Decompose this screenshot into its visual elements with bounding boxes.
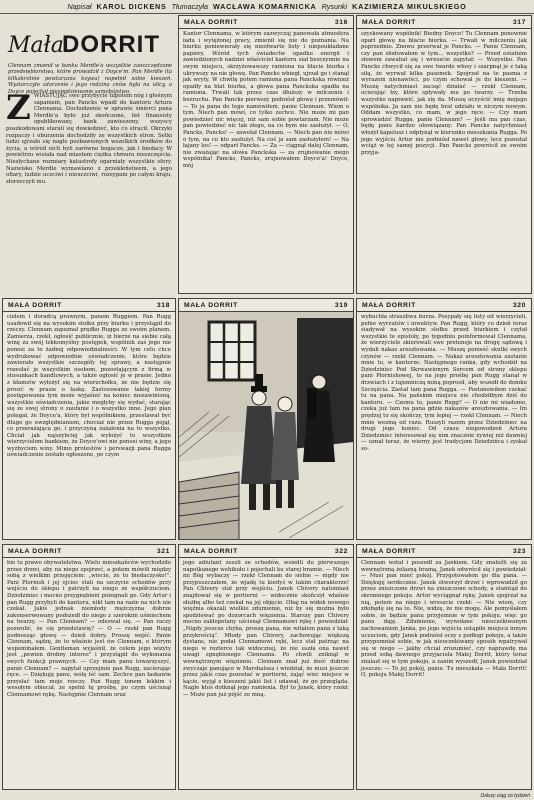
panel-header	[357, 299, 531, 312]
panel-text: szyskowany wspólnik! Biedny Doyce! Tu Clennam ponownie oparł głowę na blacie biurka. — Trwali w milczeniu jak poprzednio. Znowu przerwał je Pancks. — Panie Clennam, czy pan słodowałem w tym... wszystko? — Przed ostatnim słowem zawahał się i wreszcie zapytał: — Wszystko. Pan Pancks chwycił się za swe twarde włosy i szarpnął je z taką siłą, że wyrwał kilka pasemek. Spojrzał na te pasma z wyrazem nienawiści, po czym schował je do kieszeni. — Muszę natychmiast zacząć działać — rzekł Clennam, ocierając łzy, które spływały mu po twarzy. — Trzeba wszystko naprawić, jak się da. Muszę oczyścić imię mojego wspólnika. Ja sam nie będę brał udziału w niczym nowym. Oddam wszystko, co mam, w jego ręce. — Czy mam sprowadzić Rugga, panie Clennam? — Jeśli ma pan czas, będę panu bardzo obowiązany. Pan Pancks natychmiast włożył kapelusz i odpłynął w kierunku mieszkania Rugga. Po jego wyjściu Artur nie podniósł nawet głowy, lecz pozostał wciąż w tej samej pozycji. Pan Pancks powrócił ze swoim przyja-	[361, 31, 527, 156]
drop-cap: Z	[6, 88, 31, 128]
panel-text: wybuchła straszliwa burza. Posypały się listy od wierzycieli, pełne wyrzutów i inwektyw. Pan Rugg, który co dzień teraz siadywał na wysokim stołku przed biurkiem i czytał wszystkie te epistoły, po tygodniu poinformował Clennama, że wierzyciele skierowali swe pretensje na drogę sądową i wydali nakaz aresztowania. — Muszę ponieść skutki swych czynów — rzekł Clennam. — Nakaz aresztowania zastanie mnie tu, w kantorze. Następnego ranka, gdy wchodził na Dziedziniec Pod Skrwawionym Sercem od strony sklepu pani Plornishowej, to na jego prośbę pan Rugg stanął w drzwiach i z tajemniczą miną poprosił, aby wszedł do domku Szczęścia. Zastał tam pana Rugga. — Postanowiłem czekać tu na pana. Na pańskim miejscu nie chodziłbym dziś do kantoru. — Czemu to, panie Rugg? — O nie mi wiadomo, czeka już tam na pana gdzie nakazów aresztowania. — Im prędzej to się skończy, tym lepiej — rzekł Clennam. — Niech mnie wezmą od razu. Ruszyli razem przez Dziedziniec na drugi jego koniec. Od czasu niepowodzeń Artura Dziedziniec interesował się nim znacznie żywiej niż dawniej — uznał teraz, że wierny jest tradycjom Dziedzińca i zyskał so-	[361, 314, 527, 452]
panel-title: MAŁA DORRIT	[184, 301, 238, 309]
translator-name: WACŁAWA KOMARNICKA	[212, 2, 317, 11]
panel-title: MAŁA DORRIT	[8, 301, 62, 309]
panel-header	[357, 16, 531, 29]
author-name: KAROL DICKENS	[96, 2, 167, 11]
panel-title: MAŁA DORRIT	[8, 547, 62, 555]
panel-text: jego adiutant zeszli ze schodów, wsiedli do pierwszego napotkanego wehikułu i pojechali ku starej bramie. — Niech mi Bóg wybaczy — rzekł Clennam do siebie — nigdy nie przypuszczałem, że wjadę tu kiedyś w takim charakterze! Pan Chivery stał przy wejściu. Janek Chivery natomiast znajdował się w portierni — widocznie skończył właśnie służbę albo też czekał na jej objęcie. Obaj na widok nowego więźnia okazali wielkie zdumienie, niż by się można było spodziewać po dozorcach więzienia. Starszy pan Chivery mocno zakłopotany uścisnął Clennamowi rękę i powiedział: „Nigdy jeszcze chyba, proszę pana, nie witałem pana z taką przykrością". Młody pan Chivery, zachowując większą dystans, nie podał Clennamowi ręki, lecz stał patrząc na niego w rozterce tak widocznej, że nie uszła ona nawet uwagi zgnębionego Clennama. Po chwili zniknął w wewnętrznym więzieniu. Clennam znał już dość dobrze zwyczaje panujące w Marshalsea i wiedział, że musi jeszcze przez jakiś czas pozostać w portierni, zająć wiec miejsce w kącie, wyjął z kieszeni jakiś list i udawał, że go przegląda. Nagle ktoś dotknął jego ramienia. Był to Janek, który rzekł: — Może pan już pójść ze mną.	[183, 560, 349, 698]
panel-title: MAŁA DORRIT	[184, 547, 238, 555]
panel-header	[179, 299, 353, 312]
illustration-label: Rysunki	[321, 2, 348, 11]
panel-number: 323	[512, 547, 526, 555]
continuation-note: Dalszy ciąg za tydzień	[480, 793, 530, 799]
prison-scene-illustration	[179, 312, 353, 540]
installment-323	[356, 544, 532, 790]
installment-319-illustration	[178, 298, 354, 540]
panel-header	[3, 545, 175, 558]
title-part-1: Mała	[8, 33, 64, 58]
installment-320	[356, 298, 532, 540]
title-part-2: DORRIT	[62, 31, 160, 58]
panel-title: MAŁA DORRIT	[362, 547, 416, 555]
panel-number: 316	[334, 18, 348, 26]
panel-number: 317	[512, 18, 526, 26]
panel-number: 320	[512, 301, 526, 309]
panel-text: Clennam wstał i poszedł za Jankiem. Gdy znaleźli się za wewnętrzną żelazną bramą, Janek odwrócił się i powiedział: — Musi pan mieć pokój. Przygotowałem go dla pana. — Dziękuję serdecznie. Janek otworzył drzwi i wprowadził go przez zniszczone drzwi na zniszczone schody, a stamtąd do skromnego pokoju. Artur wyciągnął rękę. Janek spojrzał na nią, potem na niego i wreszcie rzekł: — Nie wiem, czy zdobędę się na to. Nie, widzę, że nie mogę. Ale pomyślałem sobie, że będzie panu przyjemnie w tym pokoju, więc go panu daję. Zdumienie, wywołane nieoczekiwanym zachowaniem Janka, po jego wyjściu ustąpiło miejsca innym uczuciom, gdy Janek podniósł oczy z podłogi pokoju, a także przypomniał sobie, w jak nieoczekiwany sposób wpatrywał się w niego — jakby chciał zrozumieć, czy naprawdę ma przed sobą dawnego przyjaciela Małej Dorrit, który teraz znalazł się w tym pokoju, a zanim wyszedł, Janek powiedział jeszcze: — To jej pokój, panie. Tu mieszkała — Mała Dorrit! O, pokoju Małej Dorrit!	[361, 560, 527, 679]
panel-header	[179, 545, 353, 558]
installment-321	[2, 544, 176, 790]
panel-header	[179, 16, 353, 29]
panel-header	[3, 299, 175, 312]
page-header	[0, 0, 534, 14]
panel-number: 322	[334, 547, 348, 555]
panel-title: MAŁA DORRIT	[362, 18, 416, 26]
panel-number: 319	[334, 301, 348, 309]
panel-number: 321	[156, 547, 170, 555]
opening-panel	[2, 15, 176, 294]
panel-header	[357, 545, 531, 558]
opening-text: Z WIASTUJĄC swe przybycie tupotem nóg i głośnym sapaniem, pan Pancks wpadł do kantoru Artura Clennama. Dochodzenie w sprawie śmierci pana Merdle'a było już skończone, list finansisty opublikowany, bank zawieszony, wszyscy poszkodowani starali się dowiedzieć, kto co stracił. Okrzyki rozpaczy i oburzenia dochodziły ze wszystkich stron. Setki ludzi ujrzało się nagle pozbawionych wszelkich środków do życia, a wśród nich byli zarówno bogacze, jak i biedacy. W powietrzu wisiała nad miastem ciężka chmura nieszczęścia. Niesłychane rozmiary katastrofy ogarniały wszystkie sfery. Nazwisko Merdle wymawiano z przekleństwem, a jego ofiary, ludzie uczciwi i nieuczciwi, rozsypani po całym kraju, złorzeczyli mu.	[6, 88, 172, 185]
illustrator-name: KAZIMIERZA MIKULSKIEGO	[352, 2, 467, 11]
panel-title: MAŁA DORRIT	[184, 18, 238, 26]
panel-title: MAŁA DORRIT	[362, 301, 416, 309]
installment-317	[356, 15, 532, 294]
panel-number: 318	[156, 301, 170, 309]
translation-label: Tłumaczyła	[171, 2, 208, 11]
installment-318	[2, 298, 176, 540]
installment-316	[178, 15, 354, 294]
intro-summary: Clennam zmienił w banku Merdle'a wszystkie zaoszczędzone przedsiębiorstwa, które prowadził z Doyce'm. Pan Merdle (ta kilkakrotnie powtarzana ksywa) napełnił sobie kieszeń. Wystarczyło zdarzenie i jego rodzina znów była na ulicy, a Doyce pojechał niespodziewanie samobójstwo.	[8, 63, 172, 95]
author-label: Napisał	[67, 2, 92, 11]
panel-text: Kantor Clennama, w którym zazwyczaj panowała atmosfera ładu i wytężonej pracy, zmienił się nie do poznania. Na biurku poniewierały się nieotwarte listy i niepoukładane papiery. Wśród tych świadectw upadku energii i zawiedzionych nadziei właściciel kantoru siał bezczynnie na swym miejscu, skrzyżowawszy ramiona na blacie biurka i ukrywszy na nie głowę. Pan Pancks wbiegł, ujrzał go i stanął jak wryty. W chwilę potem ramiona pana Panckska również opadły na blat biurka, a głowa pana Panckska spadła na ramiona. Trwali tak przez czas dłuższy w milczeniu i bezruchu. Pan Pancks pierwszy podniósł głowę i przemówił: — To ja pana do tego namówiłem, panie Clennam. Wiem o tym. Niech pan mówi, co tylko zechce. Nie może mi pan powiedzieć nic więcej, niż sam sobie powtarzam. Nie może pan powiedzieć nic tak złego, na co bym nie zasłużył. — O, Pancks, Pancks! — zawołał Clennam. — Niech pan nie mówi o tym, na co kto zasłużył. Na coś ja sam zasłużyłem! — Na łajany los! — odparł Pancks. — Za — ciągnął dalej Clennam, nie zważając na słowa Panckska — za zrujnowanie mego wspólnika! Pancks, Pancks, zrujnowałem Doyce'a! Doyce, mój	[183, 31, 349, 169]
installment-322	[178, 544, 354, 790]
panel-text: cielem i doradcą prawnym, panem Ruggiem. Pan Rugg usadowił się na wysokim stołku przy biurku i przystąpił do rzeczy. Clennam zapoznał prędko Rugga ze swoim planem. Zamierza, rzekł, ogłosić publicznie, iż bierze na siebie całą winę za swój lekkomyślny postępek, wspólnik zaś jego nie ponosi za to żadnej odpowiedzialności. W tym celu chce wydrukować odpowiednie oświadczenie, które będzie zawierało wszystkie szczegóły tej sprawy, a następnie rozesłać je wszystkim osobom, pozostającym z firmą w stosunkach handlowych, a także ogłosić je w prasie. Jedno z kłamstw wyłożył się na wierzchołku, że nie będzie się prosić w prasie o łaskę. Zastosowanie takiej formy postępowania tym może wyjaśnić na koniec niezawinioną, wszystkie oświadczenia, jakie mogłyby się wydać, starając się ze swej strony o zaufanie i o wszystko inne. Jego plan polegał, że Doyce'a, który był wspólnikiem, przestawał być długo go uwzględnianiem, chociaż nie przez Rugga pojął, co przerażająca go, i przyczyną zażalenia na to wszystko. Chciał jak najszybciej jak wyłożyć to wszystkim wierzycielom bankiem, że Doyce'owi nie ponosi winy, a jego wyzbyciem winy. Mimo protestów i perswazji pana Rugga oświadczenie zostało ogłoszone, po czym	[7, 314, 171, 459]
panel-text: bie tu prawo obywatelstwa. Wielu mieszkańców wychodziło przez drzwi, aby na niego spojrzeć, a potem mówili między sobą z wielkim przejęciem: „wiecie, że to biedaczysko!". Pani Plornish i jej ojciec stali na szczycie schodów przy wejściu do sklepu i patrzyli na niego ze współczuciem. Dziedziniec i mocno przygnębieni pożegnali go. Gdy Artur i pan Rugg przybyli do kantoru, nikt tam na razie na nich nie czekał. Jakiś jednak niemłody mężczyzna dobrze zakonserwowany podszedł do niego z szerokim uśmiechem na twarzy. — Pan Clennam? — odezwał się. — Pan raczy pozwolić, że się przedstawię? — O — rzekł pan Rugg podnosząc głowę — dzień dobry. Proszę wejść. Panie Clennam, sądzę, że to właśnie jest ów Clennam, o którym wspominałem. Gentleman wyjaśnił, że celem jego wizyty jest „pewien drobny interes" i przystąpił do wykonania swych funkcji prawnych. — Czy mam panu towarzyszyć, panie Clennam? — zapytał uprzejmie pan Rugg, zacierając ręce. — Dziękuję panu, wolę iść sam. Zechce pan łaskawie przysłać tam moje rzeczy. Pan Rugg tonem lekkim i wesołym obiecał, że spełni tę prośbę, po czym uścisnął Clennamowi rękę. Następnie Clennam oraz	[7, 560, 171, 698]
